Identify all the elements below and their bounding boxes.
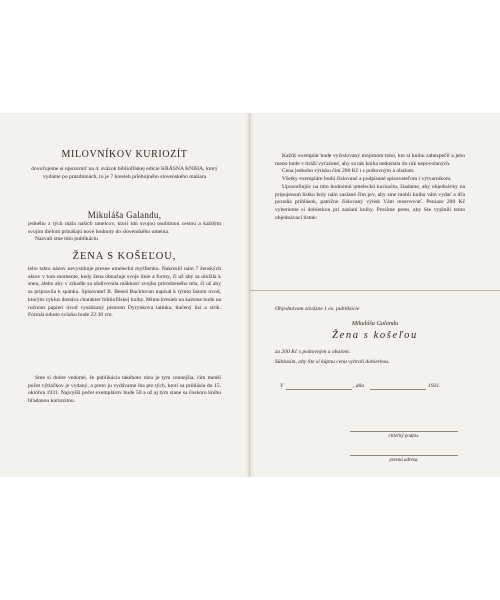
order-book-title: Žena s košeľou (332, 330, 418, 341)
order-price: za 200 Kč s poštovným a obalom. (275, 349, 351, 355)
description-paragraph (28, 266, 221, 320)
order-agreement: Súhlasím, aby Ste si kúpnu cenu vybrali dobierkou. (275, 359, 390, 365)
order-request-text: Upozorňujúc na túto hodnotnú umeleckú kuriozitu, žiadame, aby objednávky na pripojenom lístku boly nám zaslané čím prv, aby sme mohli knihu vám vydať a dľa poradia prihlások, patrične číslovaný výtisk Vám rezervovať. Peniaze 200 Kč vyberieme si dobierkou pri zaslaní knihy. Prosíme preto, aby Ste vyplnili tento objednávací lístok: (275, 183, 465, 221)
year-label: 1931. (428, 383, 441, 389)
artist-paragraph (28, 221, 221, 244)
description-text: lebo takto názov nevystihuje presne umeleckú myšlienku. Nakreslil nám 7 ženských aktov v tom momente, kedy žena obnažuje svoje línie a formy, či už aby sa uložila k sneu, alebo aby v zrkadle sa obdivovala mäkkosť svojho prirodzeného tela, či už aby sa pripravila k spánku. Spisovateľ R. Beneš Buchlovan napísal k týmto listom úvod, ktorým cyklus dostáva charakter bibliofilskej knihy. Mimo kresieb na kartone bude na ručnom papieri úvod vysádzaný písmom Dyrynkova latinka, tlačený lisi a sirik. Formát tohoto sväzku bude 22:30 cm. (28, 266, 221, 319)
edition-text: Sme si dobre vedomé, že publikácia takéhoto rázu je tym cennejšia, čím menší počet výtlačkov je vydaný, a preto ju vydávame iba pre tých, ktorí sa prihlásia do 15. októbra 1931. Najvyšší počet exemplárov bude 50 a už aj tým stane sa čoskoro knihu hľadanou kuriozitou. (28, 375, 221, 405)
address-label: presná adresa. (389, 458, 419, 463)
naming-text: Nazvali sme túto publikáciu (35, 236, 98, 243)
signed-text: Všetky exempláre budú číslované a podpísané spisovateľom i výtvarníkom. (282, 176, 452, 183)
heading-milovnikov-kuriozit: MILOVNÍKOV KURIOZÍT (61, 149, 188, 160)
right-page (250, 113, 500, 477)
address-field[interactable] (350, 455, 458, 456)
signature-label: ctiteľný podpis. (388, 434, 420, 439)
order-artist: Mikuláša Galandu (351, 320, 399, 327)
intro-paragraph (28, 166, 221, 181)
numbering-text: Každý exemplár bude vyčíslovaný mojimom toho, kto si knihu zabezpečil a jeho meno bude v tiráži vyťačené, aby sa tak kniha nedostala do rúk nepovolaných. (275, 153, 465, 167)
cut-line (250, 290, 500, 291)
date-field[interactable] (370, 389, 426, 390)
terms-column (275, 153, 465, 222)
place-label: V (280, 383, 284, 389)
date-label: , dňa (353, 383, 365, 389)
order-heading: Objednávam záväzne 1 ex. publikácie (275, 306, 360, 312)
artist-name: Mikuláša Galandu, (87, 210, 162, 220)
place-field[interactable] (286, 389, 352, 390)
artist-text: jedného z tých mála našich umelcov, ktorí idú svojou osobitnou cestou a každým svojím dielom prinášajú nové hodnoty do slovenského umenia. (28, 221, 221, 235)
price-text: Cena jednoho výtisku činí 200 Kč i s poštovným a obalom. (282, 168, 415, 175)
edition-paragraph (28, 375, 221, 406)
signature-field[interactable] (350, 431, 458, 432)
intro-text: dovoľujeme si upozorniť na 4. sväzok bibliofilskej edície KRÁSNA KNIHA, ktorý vydáme po prázdninách, to je 7 kresieb priebojného slovenského maliara (31, 166, 218, 180)
booklet-spread (0, 113, 500, 477)
left-page (0, 113, 249, 477)
book-title: ŽENA S KOŠEĽOU, (72, 251, 177, 262)
